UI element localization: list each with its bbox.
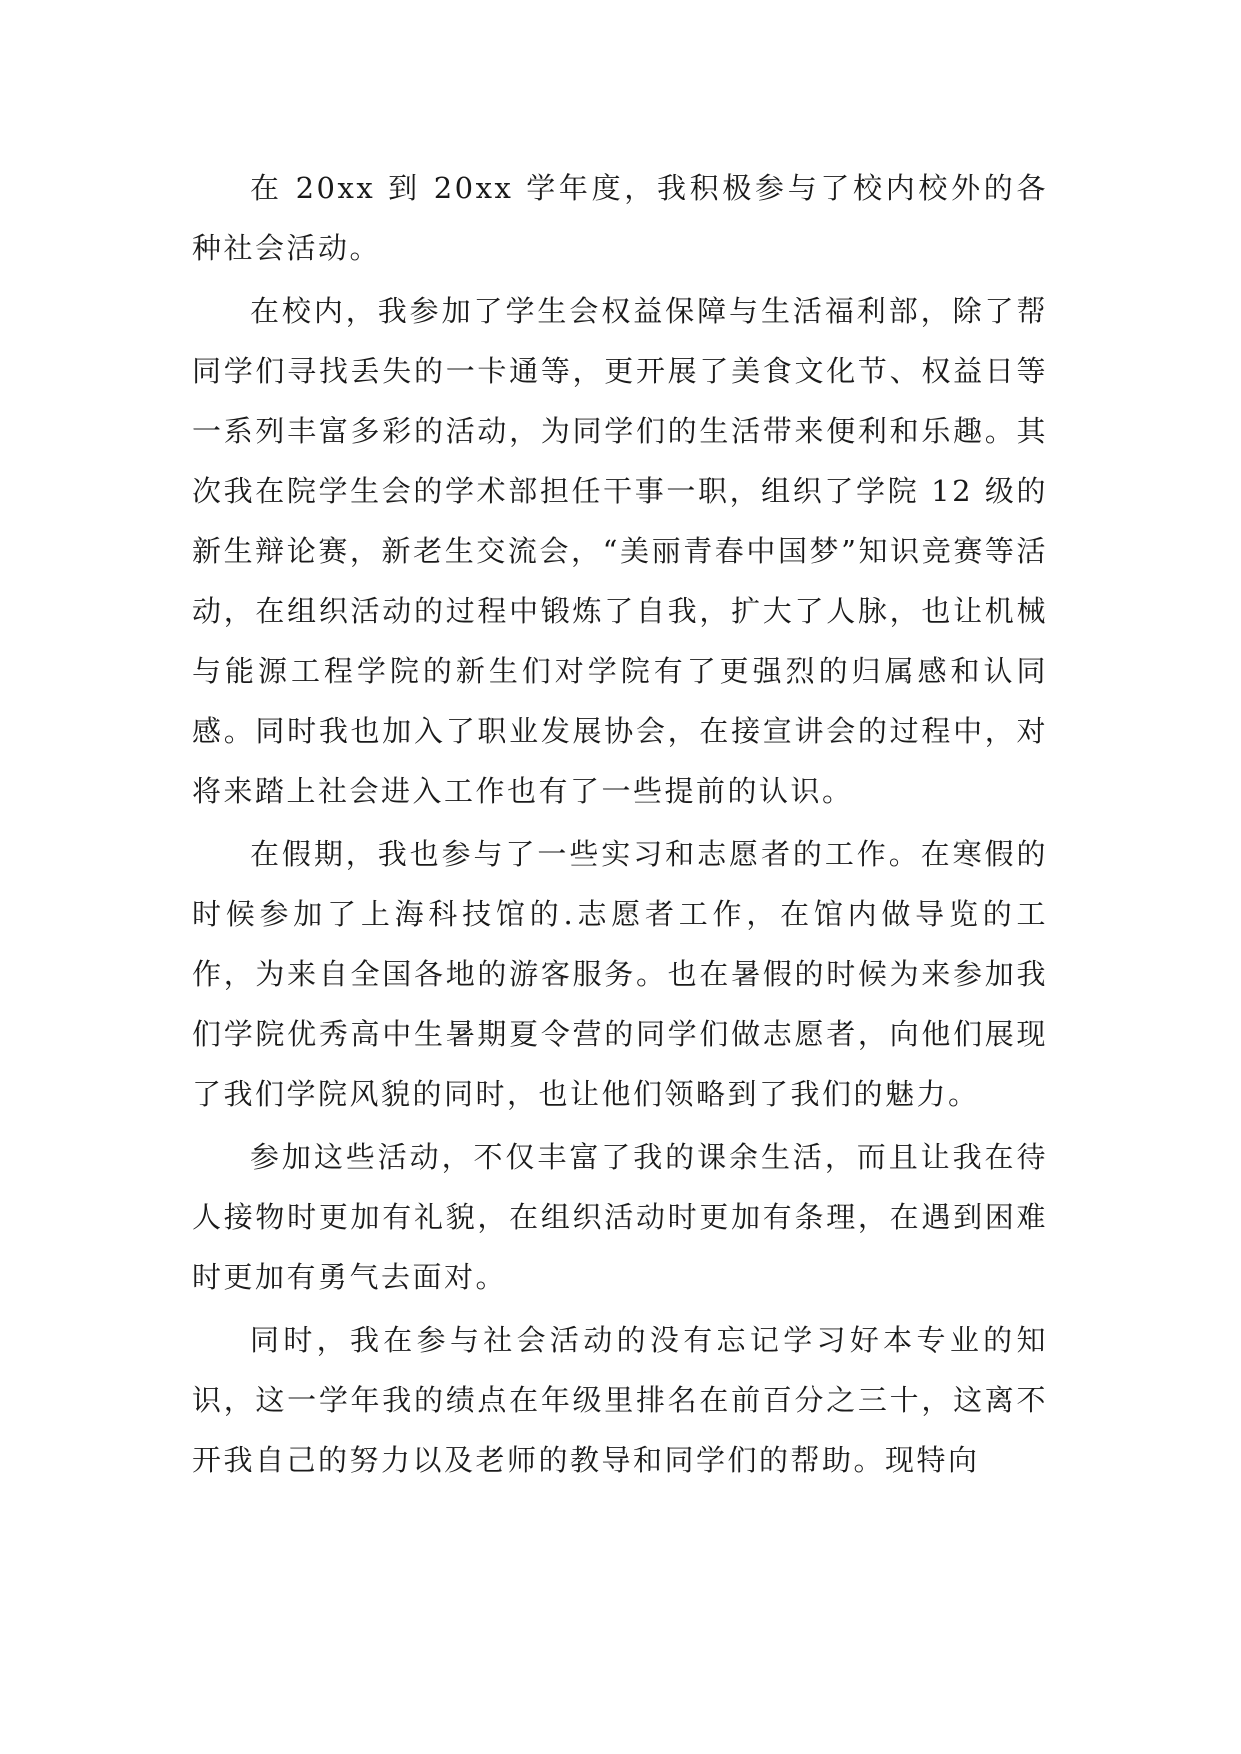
- paragraph-social-activities-intro: 在 20xx 到 20xx 学年度，我积极参与了校内校外的各种社会活动。: [192, 171, 1048, 265]
- paragraph-academics: 同时，我在参与社会活动的没有忘记学习好本专业的知识，这一学年我的绩点在年级里排名在前百分之三十，这离不开我自己的努力以及老师的教导和同学们的帮助。现特向: [192, 1323, 1048, 1477]
- paragraph-vacation: 在假期，我也参与了一些实习和志愿者的工作。在寒假的时候参加了上海科技馆的.志愿者工作，在馆内做导览的工作，为来自全国各地的游客服务。也在暑假的时候为来参加我们学院优秀高中生暑期夏令营的同学们做志愿者，向他们展现了我们学院风貌的同时，也让他们领略到了我们的魅力。: [192, 837, 1048, 1111]
- paragraph-benefits: 参加这些活动，不仅丰富了我的课余生活，而且让我在待人接物时更加有礼貌，在组织活动时更加有条理，在遇到困难时更加有勇气去面对。: [192, 1140, 1048, 1294]
- paragraph-on-campus: 在校内，我参加了学生会权益保障与生活福利部，除了帮同学们寻找丢失的一卡通等，更开展了美食文化节、权益日等一系列丰富多彩的活动，为同学们的生活带来便利和乐趣。其次我在院学生会的学术部担任干事一职，组织了学院 12 级的新生辩论赛，新老生交流会，“美丽青春中国梦”知识竞赛等活动，在组织活动的过程中锻炼了自我，扩大了人脉，也让机械与能源工程学院的新生们对学院有了更强烈的归属感和认同感。同时我也加入了职业发展协会，在接宣讲会的过程中，对将来踏上社会进入工作也有了一些提前的认识。: [192, 294, 1048, 808]
- document-body: [192, 158, 1048, 1493]
